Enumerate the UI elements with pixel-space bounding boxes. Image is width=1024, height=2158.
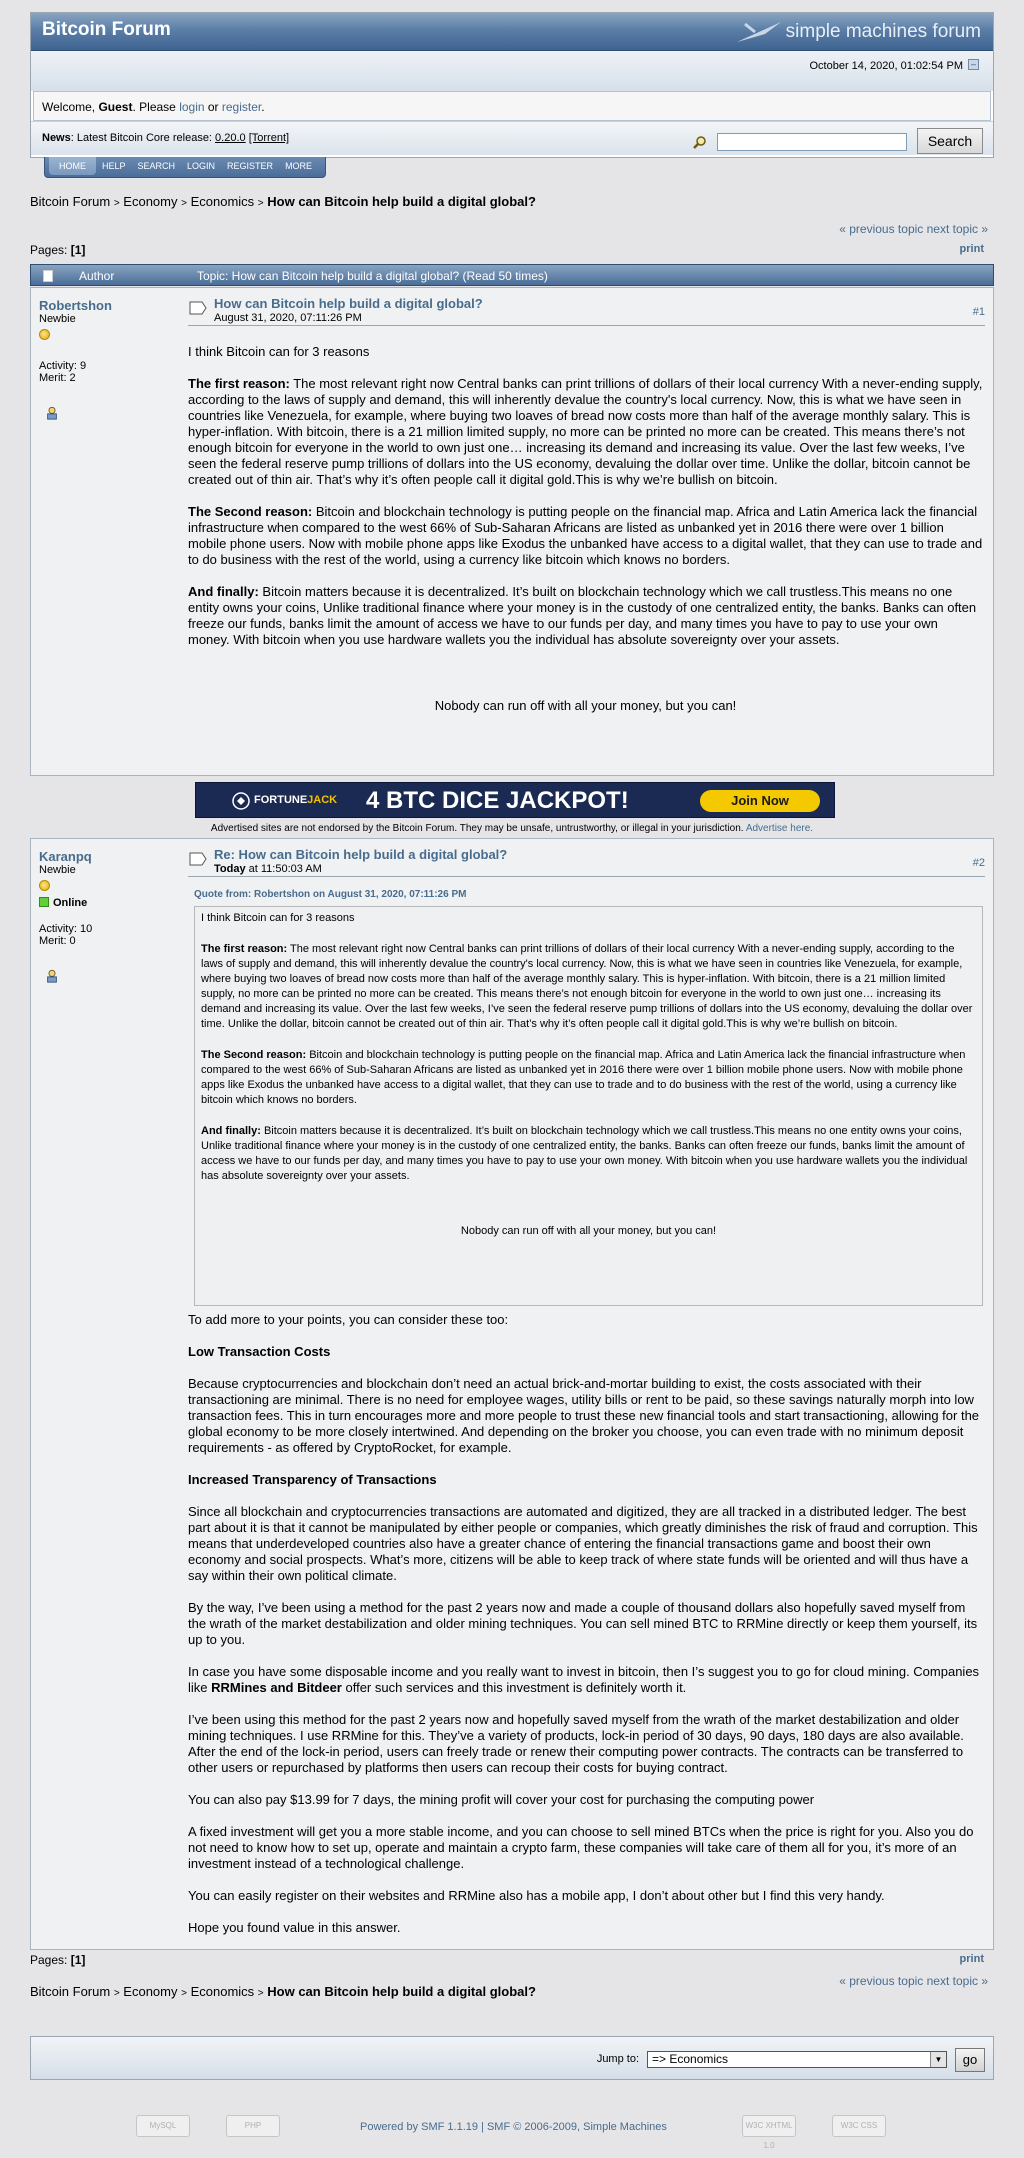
post-consider: To add more to your points, you can consider these too: (188, 1312, 509, 1327)
post-icon (188, 851, 208, 867)
menu-home[interactable]: HOME (49, 157, 96, 175)
menu-more[interactable]: MORE (285, 161, 313, 171)
heading-transparency-text: Increased Transparency of Transactions (188, 1472, 437, 1487)
forum-header (30, 12, 994, 158)
author-column-label: Author (79, 269, 115, 283)
para-cloud-mining (188, 1664, 983, 1696)
xhtml-badge-icon[interactable]: W3C XHTML 1.0 (742, 2115, 796, 2137)
quote-reason-2 (201, 1048, 976, 1108)
quote-intro: I think Bitcoin can for 3 reasons (201, 912, 355, 924)
breadcrumb-economy[interactable]: Economy (123, 1984, 178, 1999)
para-method: I’ve been using this method for the past 2 years now and hopefully saved myself from the wrath of the market destabilization and older mining techniques. I use RRMine for this. They’ve a variety of products, lock-in period of 30 days, 90 days, 180 days are also available. After the end of the lock-in period, users can freely trade or renew their computing power contracts. The contracts can be transferred to other users or repurchased by platforms then users can recoup their costs for buying contract. (188, 1712, 964, 1775)
online-label: Online (53, 897, 88, 909)
topic-icon (43, 270, 53, 282)
jump-go-button[interactable]: go (955, 2048, 985, 2072)
css-badge-icon[interactable]: W3C CSS (832, 2115, 886, 2137)
forum-title: Bitcoin Forum (42, 19, 171, 40)
breadcrumb-economics[interactable]: Economics (190, 194, 255, 209)
breadcrumb-economics[interactable]: Economics (190, 1984, 255, 1999)
reason-1 (188, 376, 983, 488)
heading-low-costs (188, 1344, 983, 1360)
quote-reason-1-text: The most relevant right now Central banks can print trillions of dollars of their local currency With a never-ending supply, according to the laws of supply and demand, this will inherently devalue the country's local currency. Now, this is what we have seen in countries like Venezuela, for example, where buying two loaves of bread now costs more than half of the average monthly salary. This is hyper-inflation. With bitcoin, there is a 21 million limited supply, no more can be printed no more can be created. This means there’s not enough bitcoin for everyone in the world to own just one… increasing its demand and increasing its value. Over the last few weeks, I’ve seen the federal reserve pump trillions of dollars into the US economy, devaluing the dollar over time. Unlike the dollar, bitcoin cannot be created out of thin air. That’s why it’s often people call it digital gold.This is why we’re bullish on bitcoin. (201, 943, 973, 1030)
welcome-mid: . Please (132, 100, 180, 114)
menu-register[interactable]: REGISTER (227, 161, 274, 171)
breadcrumb-sep: > (181, 1988, 187, 1999)
post-number[interactable]: #1 (972, 306, 985, 318)
rank-star-icon (39, 880, 50, 891)
reason-1-label: The first reason: (188, 376, 290, 391)
quote-reason-3 (201, 1124, 976, 1184)
smf-logo-icon (735, 20, 785, 44)
quote-reason-3-label: And finally: (201, 1125, 261, 1137)
poster-rank: Newbie (39, 864, 76, 876)
poster-name[interactable]: Karanpq (39, 849, 92, 864)
quote-block (194, 906, 983, 1306)
powered-by[interactable]: Powered by SMF 1.1.19 | SMF © 2006-2009, Simple Machines (360, 2121, 667, 2133)
poster-name[interactable]: Robertshon (39, 298, 112, 313)
search-button[interactable]: Search (917, 128, 983, 154)
poster-merit: Merit: 0 (39, 935, 76, 947)
heading-low-costs-text: Low Transaction Costs (188, 1344, 331, 1359)
reason-3-text: Bitcoin matters because it is decentralized. It’s built on blockchain technology which we call trustless.This means no one entity owns your coins, Unlike traditional finance where your money is in the custody of one centralized entity, the banks. Banks can often freeze our funds, banks limit the amount of access we have to our funds per day, and many times you have to pay to use your own money. With bitcoin when you use hardware wallets you the individual has absolute sovereignty over your assets. (188, 584, 977, 647)
poster-rank: Newbie (39, 313, 76, 325)
print-wrap-bottom (960, 1953, 984, 1965)
quote-reason-1 (201, 942, 976, 1032)
post-body (188, 344, 983, 730)
rank-star-icon (39, 329, 50, 340)
post-intro: I think Bitcoin can for 3 reasons (188, 344, 370, 359)
welcome-prefix: Welcome, (42, 100, 99, 114)
smf-logo-text: simple machines forum (785, 21, 981, 42)
collapse-header-icon[interactable]: – (968, 59, 979, 70)
page-current[interactable]: [1] (70, 243, 86, 257)
poster-info (39, 849, 179, 986)
news-torrent-link[interactable]: [Torrent] (248, 132, 290, 144)
reason-2-text: Bitcoin and blockchain technology is putting people on the financial map. Africa and Latin America lack the financial infrastructure when compared to the west 66% of Sub-Saharan Africans are listed as unbanked yet in 2016 there were over 1 billion mobile phone users. Now with mobile phone apps like Exodus the unbanked have access to a digital wallet, that they can use to trade and to do business with the rest of the world, using a currency like bitcoin which knows no borders. (188, 504, 983, 567)
jump-select[interactable] (647, 2051, 947, 2068)
para-by-the-way: By the way, I’ve been using a method for the past 2 years now and made a couple of thousand dollars also hopefully saved myself from the wrath of the market destabilization and older mining techniques. You can sell mined BTC to RRMine directly or keep them yourself, its up to you. (188, 1600, 978, 1647)
online-status (39, 897, 179, 909)
chevron-down-icon[interactable]: ▼ (930, 2052, 946, 2067)
ad-note: Advertised sites are not endorsed by the Bitcoin Forum. They may be unsafe, untrustworthy, or illegal in your jurisdiction. (210, 823, 746, 834)
mysql-badge-icon[interactable]: MySQL (136, 2115, 190, 2137)
post-date (214, 863, 322, 875)
quote-header[interactable] (194, 887, 983, 903)
ad-headline: 4 BTC DICE JACKPOT! (366, 787, 629, 814)
post-2 (30, 838, 994, 1950)
ad-disclaimer (30, 823, 994, 834)
post-title-link[interactable]: Re: How can Bitcoin help build a digital global? (214, 847, 508, 862)
post-date: August 31, 2020, 07:11:26 PM (214, 312, 362, 324)
quote-reason-2-label: The Second reason: (201, 1049, 307, 1061)
cloud-mining-a: In case you have some disposable income and you really want to invest in bitcoin, then I’s suggest you to go for cloud mining. Companies like (188, 1664, 980, 1695)
jump-selected: => Economics (652, 2052, 729, 2066)
post-icon (188, 300, 208, 316)
para-hope: Hope you found value in this answer. (188, 1920, 401, 1935)
post-header (188, 296, 985, 326)
pages-top (30, 243, 85, 257)
breadcrumb-sep: > (181, 198, 187, 209)
current-date: October 14, 2020, 01:02:54 PM (809, 60, 963, 72)
para-register: You can easily register on their websites and RRMine also has a mobile app, I don’t about other but I find this very handy. (188, 1888, 885, 1903)
post-date-today: Today (214, 863, 246, 875)
print-link[interactable]: print (959, 243, 984, 255)
advertise-link[interactable]: Advertise here. (745, 823, 814, 834)
breadcrumb-current: How can Bitcoin help build a digital global? (267, 194, 536, 209)
breadcrumb-sep: > (113, 198, 120, 209)
previous-topic-link[interactable]: « previous topic (839, 222, 924, 236)
topic-title-label: Topic: How can Bitcoin help build a digital global? (Read 50 times) (197, 269, 548, 283)
poster-activity: Activity: 9 (39, 360, 87, 372)
pages-bottom (30, 1953, 85, 1967)
previous-topic-link[interactable]: « previous topic (839, 1974, 924, 1988)
next-topic-link[interactable]: next topic » (926, 222, 988, 236)
login-link[interactable]: login (179, 100, 205, 114)
reason-1-text: The most relevant right now Central banks can print trillions of dollars of their local currency With a never-ending supply, according to the laws of supply and demand, this will inherently devalue the country's local currency. Now, this is what we have seen in countries like Venezuela, for example, where buying two loaves of bread now costs more than half of the average monthly salary. This is hyper-inflation. With bitcoin, there is a 21 million limited supply, no more can be printed no more can be created. This means there’s not enough bitcoin for everyone in the world to own just one… increasing its demand and increasing its value. Over the last few weeks, I’ve seen the federal reserve pump trillions of dollars into the US economy, devaluing the dollar over time. Unlike the dollar, bitcoin cannot be created out of thin air. That’s why it’s often people call it digital gold.This is why we’re bullish on bitcoin. (188, 376, 983, 487)
next-topic-link[interactable]: next topic » (926, 1974, 988, 1988)
profile-icon[interactable] (45, 969, 59, 983)
breadcrumb-sep: > (113, 1988, 120, 1999)
news-body: : Latest Bitcoin Core release: (70, 132, 216, 144)
menu-login[interactable]: LOGIN (187, 161, 216, 171)
ad-banner[interactable] (195, 782, 835, 818)
post-date-time: at 11:50:03 AM (245, 863, 322, 875)
footer (30, 2115, 994, 2150)
news-label: News (42, 132, 71, 144)
register-link[interactable]: register (221, 100, 262, 114)
fortunejack-logo-icon (232, 792, 250, 810)
post-header (188, 847, 985, 877)
print-link[interactable]: print (959, 1953, 984, 1965)
quote-reason-1-label: The first reason: (201, 943, 288, 955)
cloud-mining-companies: RRMines and Bitdeer (211, 1680, 342, 1695)
search-icon (693, 136, 707, 150)
reason-3 (188, 584, 983, 648)
welcome-or: or (204, 100, 222, 114)
breadcrumb-economy[interactable]: Economy (123, 194, 178, 209)
search-input[interactable] (717, 133, 907, 151)
date-strip (31, 51, 993, 91)
heading-transparency (188, 1472, 983, 1488)
para-fixed: A fixed investment will get you a more stable income, and you can choose to sell mined BTCs when the price is right for you. Also you do not need to know how to set up, operate and maintain a crypto farm, these companies will take care of them all for you, it’s more of an investment instead of a technological challenge. (188, 1824, 974, 1871)
main-menu (44, 157, 326, 178)
cloud-mining-c: offer such services and this investment is definitely worth it. (341, 1680, 687, 1695)
para-low-costs: Because cryptocurrencies and blockchain don’t need an actual brick-and-mortar building to exist, the costs associated with their transactioning are minimal. There is no need for employee wages, utility bills or rent to be paid, so these savings naturally morph into low transaction fees. This in turn encourages more and more people to trust these new financial tools and start transactioning, allowing for the global economy to be more closely intertwined. And depending on the broker you choose, you can even trade with no minimum deposit requirements - as offered by CryptoRocket, for example. (188, 1376, 980, 1455)
para-transparency: Since all blockchain and cryptocurrencies transactions are automated and digitized, they are all tracked in a distributed ledger. The best part about it is that it cannot be manipulated by either people or companies, which greatly diminishes the risk of fraud and corruption. This means that underdeveloped countries also have a greater chance of entering the financial transactions game and boost their own economy and social prospects. What’s more, citizens will be able to keep track of where state funds will be oriented and will thus have a say within their own political climate. (188, 1504, 978, 1583)
post-number[interactable]: #2 (972, 857, 985, 869)
breadcrumb-forum[interactable]: Bitcoin Forum (30, 1984, 111, 1999)
online-icon (39, 897, 49, 907)
quote-reason-2-text: Bitcoin and blockchain technology is putting people on the financial map. Africa and Latin America lack the financial infrastructure when compared to the west 66% of Sub-Saharan Africans are listed as unbanked yet in 2016 there were over 1 billion mobile phone users. Now with mobile phone apps like Exodus the unbanked have access to a digital wallet, that they can use to trade and to do business with the rest of the world, using a currency like bitcoin which knows no borders. (201, 1049, 966, 1106)
news-version-link[interactable]: 0.20.0 (215, 132, 246, 144)
breadcrumb-bottom (30, 1984, 994, 1999)
breadcrumb-sep: > (257, 198, 264, 209)
menu-help[interactable]: HELP (102, 161, 126, 171)
poster-info (39, 298, 179, 423)
menu-search[interactable]: SEARCH (137, 161, 176, 171)
ad-brand-fortune: FORTUNE (254, 794, 308, 806)
poster-activity: Activity: 10 (39, 923, 93, 935)
reason-2-label: The Second reason: (188, 504, 313, 519)
pages-label: Pages: (30, 243, 71, 257)
breadcrumb-forum[interactable]: Bitcoin Forum (30, 194, 111, 209)
php-badge-icon[interactable]: PHP (226, 2115, 280, 2137)
reason-2 (188, 504, 983, 568)
poster-merit: Merit: 2 (39, 372, 76, 384)
breadcrumb-sep: > (257, 1988, 264, 1999)
print-wrap (960, 243, 984, 255)
pages-label: Pages: (30, 1953, 71, 1967)
breadcrumb (30, 194, 994, 209)
page-current[interactable]: [1] (70, 1953, 86, 1967)
post-body (188, 887, 983, 1952)
topic-header-bar (30, 264, 994, 286)
ad-brand (254, 794, 337, 806)
quote-reason-3-text: Bitcoin matters because it is decentralized. It’s built on blockchain technology which we call trustless.This means no one entity owns your coins, Unlike traditional finance where your money is in the custody of one centralized entity, the banks. Banks can often freeze our funds, banks limit the amount of access we have to our funds per day, and many times you have to pay to use your own money. With bitcoin when you use hardware wallets you the individual has absolute sovereignty over your assets. (201, 1125, 968, 1182)
reason-3-label: And finally: (188, 584, 259, 599)
topic-nav-top (839, 222, 988, 236)
welcome-user: Guest (98, 100, 133, 114)
news-text (42, 132, 289, 144)
news-bar (31, 121, 993, 155)
post-title-link[interactable]: How can Bitcoin help build a digital global? (214, 296, 483, 311)
quote-from: Quote from: Robertshon on August 31, 2020, 07:11:26 PM (194, 889, 467, 900)
ad-brand-jack: JACK (307, 794, 338, 806)
ad-join-button[interactable]: Join Now (700, 790, 820, 812)
post-1 (30, 287, 994, 776)
title-bar (31, 13, 993, 51)
quote-closing: Nobody can run off with all your money, but you can! (460, 1225, 717, 1237)
para-pay: You can also pay $13.99 for 7 days, the mining profit will cover your cost for purchasing the computing power (188, 1792, 815, 1807)
jump-box (30, 2036, 994, 2080)
welcome-box: Welcome, Guest. Please login or register. (33, 91, 991, 121)
post-closing: Nobody can run off with all your money, but you can! (434, 698, 737, 713)
breadcrumb-current: How can Bitcoin help build a digital global? (267, 1984, 536, 1999)
profile-icon[interactable] (45, 406, 59, 420)
jump-label: Jump to: (596, 2053, 639, 2065)
